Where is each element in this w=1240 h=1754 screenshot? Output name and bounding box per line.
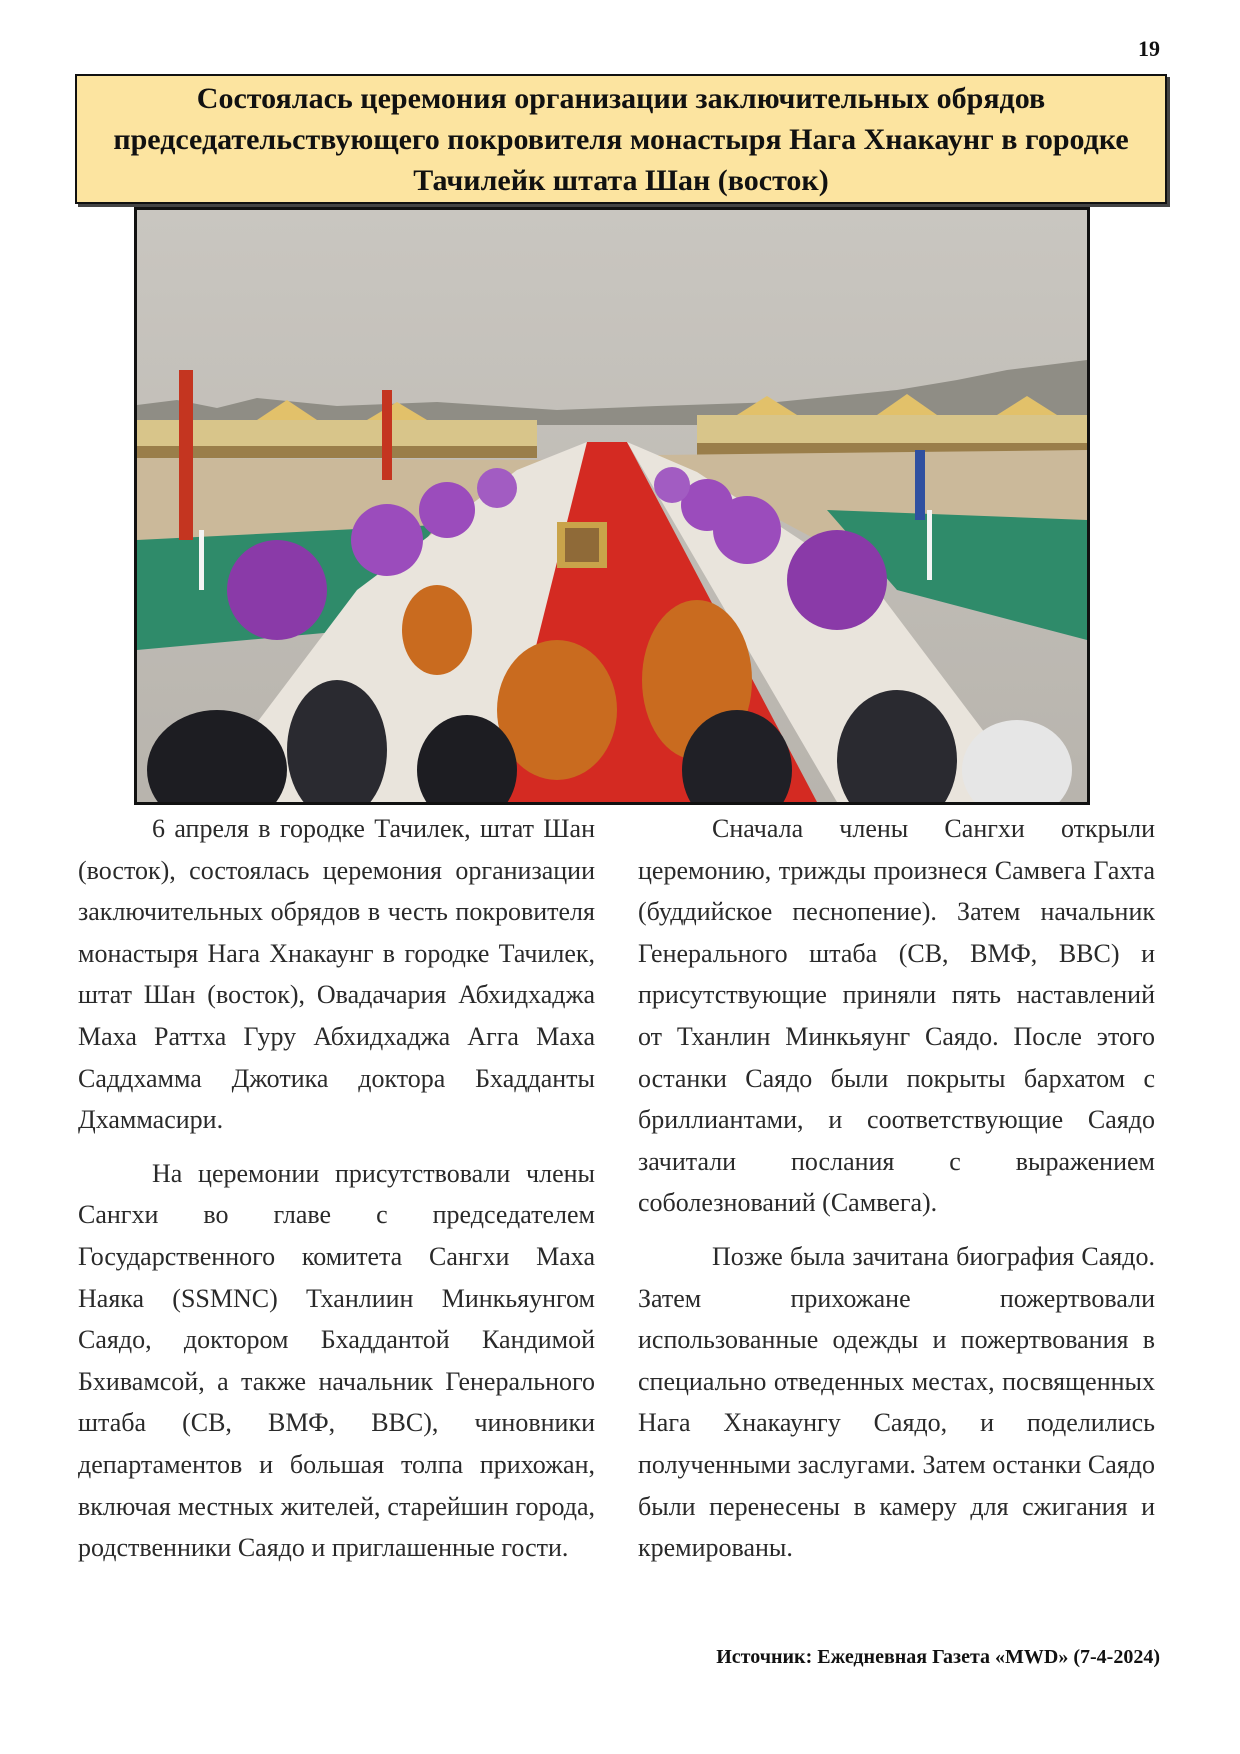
paragraph: Позже была зачитана биография Саядо. Затем прихожане пожертвовали использованные одежды и пожертвования в специально отведенных местах, посвященных Нага Хнакаунгу Саядо, и поделились полученными заслугами. Затем останки Саядо были перенесены в камеру для сжигания и кремированы. xyxy=(638,1241,1155,1563)
paragraph: На церемонии присутствовали члены Сангхи во главе с председателем Государственного комитета Сангхи Маха Наяка (SSMNC) Тханлиин Минкьяунгом Саядо, доктором Бхаддантой Кандимой Бхивамсой, а также начальник Генерального штаба (СВ, ВМФ, ВВС), чиновники департаментов и большая толпа прихожан, включая местных жителей, старейшин города, родственники Саядо и приглашенные гости. xyxy=(78,1158,595,1563)
ceremony-photo xyxy=(134,207,1090,805)
page-number: 19 xyxy=(1138,36,1160,61)
source-credit: Источник: Ежедневная Газета «MWD» (7-4-2024) xyxy=(716,1646,1160,1668)
paragraph: 6 апреля в городке Тачилек, штат Шан (восток), состоялась церемония организации заключительных обрядов в честь покровителя монастыря Нага Хнакаунг в городке Тачилек, штат Шан (восток), Овадачария Абхидхаджа Маха Раттха Гуру Абхидхаджа Агга Маха Саддхамма Джотика доктора Бхадданты Дхаммасири. xyxy=(78,814,595,1135)
right-column xyxy=(638,808,1155,1581)
ceremony-photo-illustration xyxy=(137,210,1087,802)
paragraph: Сначала члены Сангхи открыли церемонию, трижды произнеся Самвега Гахта (буддийское песнопение). Затем начальник Генерального штаба (СВ, ВМФ, ВВС) и присутствующие приняли пять наставлений от Тханлин Минкьяунг Саядо. После этого останки Саядо были покрыты бархатом с бриллиантами, и соответствующие Саядо зачитали послания с выражением соболезнований (Самвега). xyxy=(638,814,1155,1218)
article-title: Состоялась церемония организации заключительных обрядов председательствующего покровителя монастыря Нага Хнакаунг в городке Тачилейк штата Шан (восток) xyxy=(113,81,1129,197)
title-box xyxy=(75,74,1167,204)
left-column xyxy=(78,808,595,1581)
